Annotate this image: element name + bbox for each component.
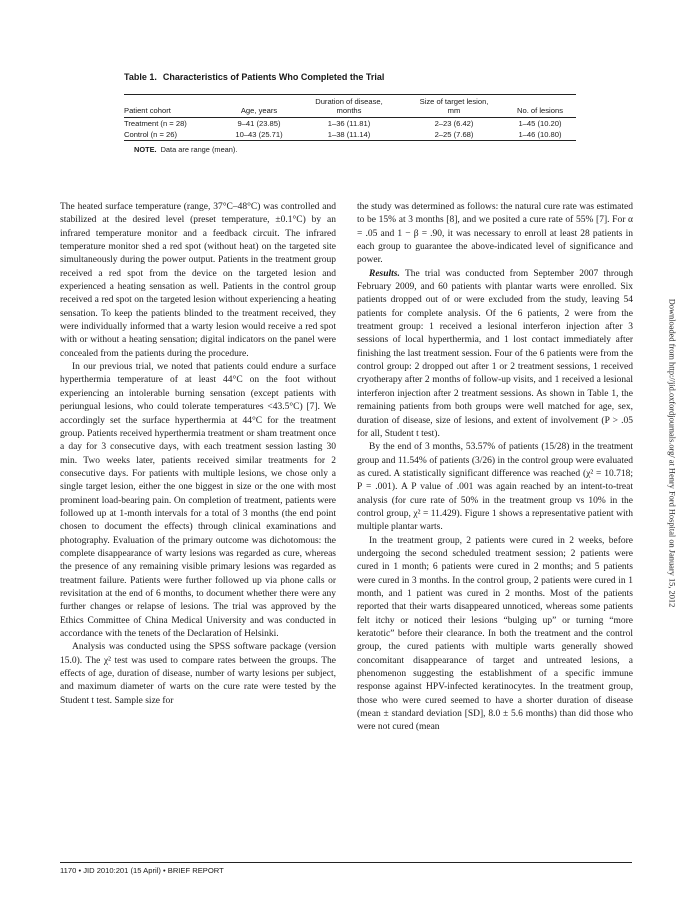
cell-lesions: 1–45 (10.20) [518, 119, 562, 128]
header-duration [294, 95, 404, 118]
header-size-line1: Size of target lesion, [419, 97, 489, 106]
header-size [404, 95, 504, 118]
table-note-label: NOTE. [134, 145, 157, 154]
body-paragraph: In our previous trial, we noted that patients could endure a surface hyperthermia temperature of at least 44°C on the foot without experiencing an intolerable burning sensation (except patients with periungual lesions, who could tolerate temperatures <43.5°C) [7]. We accordingly set the surface hyperthermia at 44°C for the treatment group. Patients received hyperthermia treatment or sham treatment once a day for 3 consecutive days, with each treatment session lasting 30 min. Two weeks later, patients received similar treatments for 2 consecutive days. For patients with multiple lesions, we chose only a single target lesion, either the one biggest in size or the one with most prominent load-bearing pain. On completion of treatment, patients were followed up at 1-month intervals for a total of 3 months (the end point chosen to document the effects) through clinical examinations and photography. Evaluation of the primary outcome was dichotomous: the complete disappearance of warty lesions was regarded as cure, whereas the presence of any remaining visible primary lesions was regarded as treatment failure. Patients were further followed up via phone calls or revisitation at the end of 6 months, to document whether there were any further changes or relapse of lesions. The trial was approved by the Ethics Committee of China Medical University and was conducted in accordance with the tenets of the Declaration of Helsinki. [60, 362, 336, 639]
cell-duration: 1–38 (11.14) [327, 130, 371, 139]
cell-age: 10–43 (25.71) [235, 130, 283, 139]
table-label: Table 1. [124, 72, 157, 82]
cell-age: 9–41 (23.85) [237, 119, 281, 128]
cell-duration: 1–36 (11.81) [327, 119, 371, 128]
table-1 [124, 72, 576, 154]
results-heading: Results. [369, 268, 400, 279]
table-row [124, 118, 576, 130]
characteristics-table [124, 94, 576, 141]
download-watermark-text: Downloaded from http://jid.oxfordjournals.org/ at Henry Ford Hospital on January 15, 2012 [667, 298, 677, 608]
table-title [124, 72, 576, 82]
page-footer: 1170 • JID 2010:201 (15 April) • BRIEF REPORT [60, 866, 224, 875]
results-text: The trial was conducted from September 2007 through February 2009, and 60 patients with plantar warts were enrolled. Six patients dropped out of or were excluded from the study, leaving 54 patients for complete analysis. Of the 6 patients, 2 were from the treatment group: 1 received a lesional interferon injection after 3 sessions of local hyperthermia, and 1 lost contact immediately after finishing the last treatment session. Four of the 6 patients were from the control group: 2 dropped out after 1 or 2 treatment sessions, 1 received cryotherapy after 2 months of follow-up visits, and 1 received a lesional interferon injection after 2 treatment sessions. As shown in Table 1, the remaining patients from both groups were well matched for age, sex, duration of disease, size of lesions, and extent of involvement (P > .05 for all, Student t test). [357, 268, 633, 439]
body-paragraph: In the treatment group, 2 patients were cured in 2 weeks, before undergoing the second scheduled treatment session; 2 patients were cured in 1 month; 6 patients were cured in 2 months; and 5 patients were cured in 3 months. In the control group, 2 patients were cured in 1 month, and 1 patient was cured in 2 months. Most of the patients reported that their warts disappeared unnoticed, whereas some patients felt itchy or noticed their lesions “bulging up” or turning “more keratotic” before their clearance. In both the treatment and the control group, the cured patients with multiple warts generally showed concomitant disappearance of target and untreated lesions, a phenomenon suggesting the establishment of a specific immune response against HPV-infected keratinocytes. In the treatment group, those who were cured seemed to have a shorter duration of disease (mean ± standard deviation [SD], 8.0 ± 5.6 months) than did those who were not cured (mean [357, 535, 633, 733]
table-note-text: Data are range (mean). [160, 145, 238, 154]
body-paragraph: the study was determined as follows: the natural cure rate was estimated to be 15% at 3 months [8], and we posited a cure rate of 55% [7]. For α = .05 and 1 − β = .90, it was necessary to enroll at least 28 patients in each group to guarantee the above-indicated level of significance and power. [357, 202, 633, 266]
header-age: Age, years [240, 106, 278, 115]
table-caption: Characteristics of Patients Who Completed the Trial [162, 72, 385, 82]
header-lesions: No. of lesions [516, 106, 563, 115]
header-patient-cohort: Patient cohort [124, 106, 171, 115]
right-column [357, 201, 633, 735]
left-column [60, 201, 336, 708]
table-header-row [124, 95, 576, 118]
body-paragraph: The heated surface temperature (range, 37°C–48°C) was controlled and stabilized at the desired level (preset temperature, ±0.1°C) by an infrared temperature monitor and a feedback circuit. The infrared temperature monitor shed a red spot (without heat) on the targeted site simultaneously during the power output. Patients in the treatment group received a red spot from the device on the targeted lesion and experienced a heating sensation as well. Patients in the control group received a red spot on the targeted lesion without experiencing a heating sensation. To keep the patients blinded to the treatment received, they were individually informed that a warty lesion would receive a red spot with or without a heating sensation; digital indicators on the panel were concealed from the patients during the procedure. [60, 202, 336, 359]
footer-divider [60, 862, 632, 863]
cell-cohort: Treatment (n = 28) [124, 119, 187, 128]
header-duration-line2: months [336, 106, 362, 115]
cell-lesions: 1–46 (10.80) [518, 130, 562, 139]
table-note [124, 145, 576, 154]
cell-cohort: Control (n = 26) [124, 130, 177, 139]
cell-size: 2–25 (7.68) [434, 130, 474, 139]
body-paragraph: Analysis was conducted using the SPSS software package (version 15.0). The χ² test was used to compare rates between the groups. The effects of age, duration of disease, number of warty lesions per subject, and maximum diameter of warts on the cure rate were tested by the Student t test. Sample size for [60, 642, 336, 706]
table-row [124, 129, 576, 141]
cell-size: 2–23 (6.42) [434, 119, 474, 128]
header-duration-line1: Duration of disease, [315, 97, 383, 106]
header-size-line2: mm [447, 106, 461, 115]
body-paragraph: By the end of 3 months, 53.57% of patients (15/28) in the treatment group and 11.54% of patients (3/26) in the control group were evaluated as cured. A statistically significant difference was reached (χ² = 10.718; P = .001). A P value of .001 was again reached by an intent-to-treat analysis (for cure rate of 50% in the treatment group vs 10% in the control group, χ² = 11.429). Figure 1 shows a representative patient with multiple plantar warts. [357, 442, 633, 533]
results-paragraph [357, 268, 633, 441]
